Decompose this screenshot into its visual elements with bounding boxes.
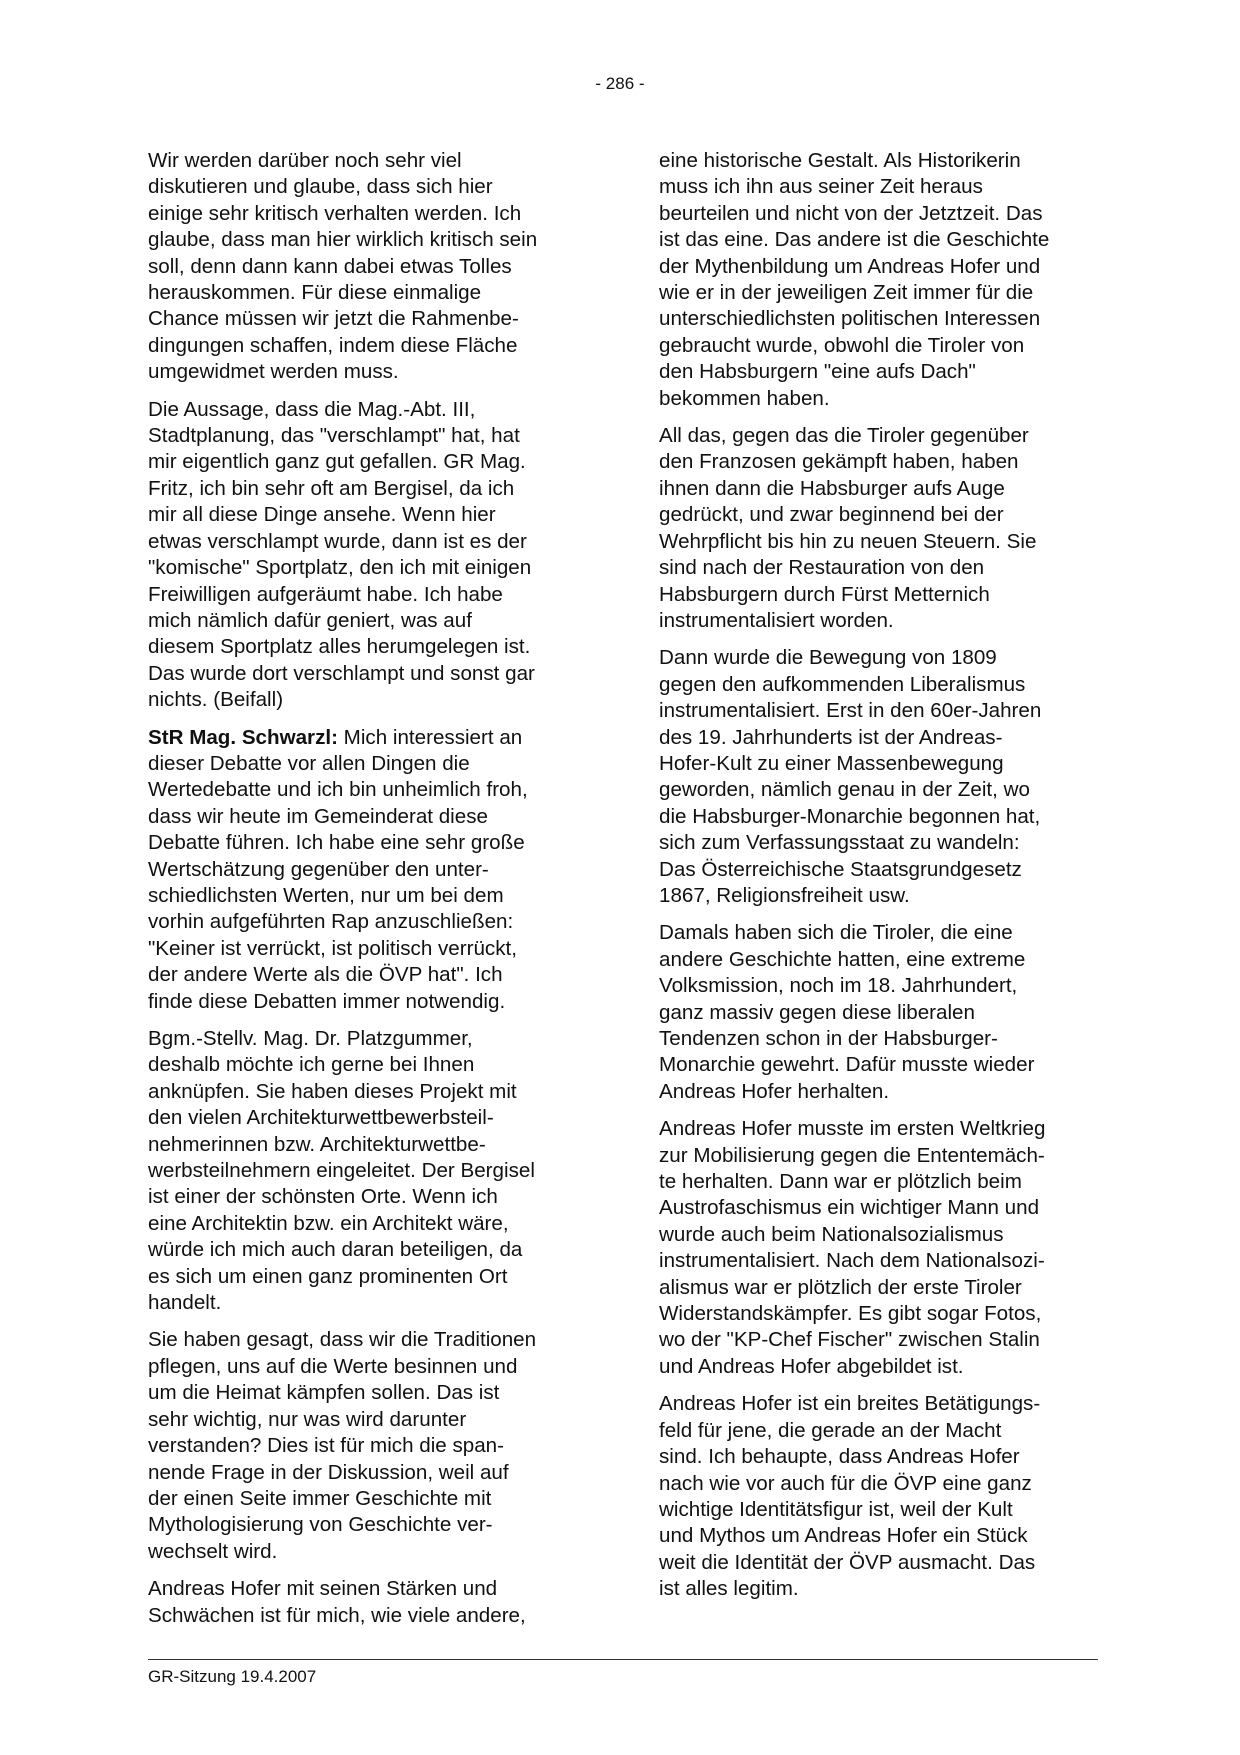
text-line: Das Österreichische Staatsgrundgesetz	[659, 857, 1022, 881]
text-line: zur Mobilisierung gegen die Ententemäch-	[659, 1143, 1045, 1167]
text-line: Hofer-Kult zu einer Massenbewegung	[659, 751, 1004, 775]
text-line: Stadtplanung, das "verschlampt" hat, hat	[148, 424, 520, 448]
text-line: schiedlichsten Werten, nur um bei dem	[148, 883, 504, 907]
text-line: nehmerinnen bzw. Architekturwettbe-	[148, 1132, 486, 1156]
text-line: Tendenzen schon in der Habsburger-	[659, 1027, 998, 1050]
text-line: gebraucht wurde, obwohl die Tiroler von	[659, 333, 1025, 357]
text-line: eine historische Gestalt. Als Historikerin	[659, 149, 1021, 172]
text-line: instrumentalisiert worden.	[659, 608, 894, 632]
text-line: Habsburgern durch Fürst Metternich	[659, 582, 990, 606]
text-line: ist einer der schönsten Orte. Wenn ich	[148, 1185, 498, 1209]
text-line: der einen Seite immer Geschichte mit	[148, 1486, 492, 1510]
footer-session-date: GR-Sitzung 19.4.2007	[148, 1667, 317, 1686]
text-line: Widerstandskämpfer. Es gibt sogar Fotos,	[659, 1302, 1042, 1326]
text-line: Das wurde dort verschlampt und sonst gar	[148, 661, 535, 685]
text-line: nach wie vor auch für die ÖVP eine ganz	[659, 1471, 1032, 1495]
text-line: wurde auch beim Nationalsozialismus	[659, 1222, 1004, 1246]
text-line: wo der "KP-Chef Fischer" zwischen Stalin	[659, 1328, 1040, 1352]
text-line: einige sehr kritisch verhalten werden. Ich	[148, 201, 522, 225]
text-line: ganz massiv gegen diese liberalen	[659, 1000, 975, 1024]
paragraph	[148, 1327, 592, 1565]
text-line: verstanden? Dies ist für mich die span-	[148, 1434, 504, 1458]
text-line: weit die Identität der ÖVP ausmacht. Das	[659, 1550, 1036, 1574]
text-line: handelt.	[148, 1291, 222, 1315]
text-line: sehr wichtig, nur was wird darunter	[148, 1407, 467, 1431]
text-line: wechselt wird.	[148, 1539, 278, 1563]
text-line: Wertedebatte und ich bin unheimlich froh,	[148, 778, 528, 802]
paragraph	[148, 148, 592, 386]
text-line: alismus war er plötzlich der erste Tiroler	[659, 1275, 1022, 1299]
paragraph	[659, 645, 1103, 909]
text-line: nichts. (Beifall)	[148, 688, 284, 712]
text-line: der Mythenbildung um Andreas Hofer und	[659, 254, 1041, 278]
text-line: feld für jene, die gerade an der Macht	[659, 1418, 1002, 1442]
text-line: Mythologisierung von Geschichte ver-	[148, 1513, 493, 1537]
footer-divider	[148, 1659, 1098, 1660]
text-line: sich zum Verfassungsstaat zu wandeln:	[659, 831, 1020, 855]
text-line: wichtige Identitätsfigur ist, weil der Kult	[659, 1497, 1013, 1521]
text-line: "Keiner ist verrückt, ist politisch verrückt,	[148, 936, 517, 960]
text-line: dass wir heute im Gemeinderat diese	[148, 804, 488, 828]
text-line: mich nämlich dafür geniert, was auf	[148, 608, 472, 632]
text-line: werbsteilnehmern eingeleitet. Der Bergisel	[148, 1159, 535, 1183]
text-line: Andreas Hofer ist ein breites Betätigungs-	[659, 1392, 1041, 1416]
text-line: deshalb möchte ich gerne bei Ihnen	[148, 1053, 475, 1077]
paragraph	[659, 148, 1103, 412]
text-line: eine Architektin bzw. ein Architekt wäre,	[148, 1211, 509, 1235]
text-line: den Franzosen gekämpft haben, haben	[659, 450, 1019, 474]
text-line: Andreas Hofer herhalten.	[659, 1079, 890, 1103]
text-line: der andere Werte als die ÖVP hat". Ich	[148, 963, 503, 987]
text-line: soll, denn dann kann dabei etwas Tolles	[148, 254, 512, 278]
text-line: mir all diese Dinge ansehe. Wenn hier	[148, 503, 496, 527]
text-line: finde diese Debatten immer notwendig.	[148, 989, 506, 1013]
text-line: herauskommen. Für diese einmalige	[148, 281, 482, 305]
text-line: diesem Sportplatz alles herumgelegen ist.	[148, 635, 531, 659]
page-number: - 286 -	[595, 74, 645, 93]
text-line: 1867, Religionsfreiheit usw.	[659, 883, 910, 907]
text-line: um die Heimat kämpfen sollen. Das ist	[148, 1381, 500, 1405]
text-line: Bgm.-Stellv. Mag. Dr. Platzgummer,	[148, 1027, 473, 1050]
text-line: geworden, nämlich genau in der Zeit, wo	[659, 778, 1030, 802]
text-line: instrumentalisiert. Erst in den 60er-Jahren	[659, 699, 1042, 723]
text-line: Austrofaschismus ein wichtiger Mann und	[659, 1196, 1040, 1220]
paragraph	[659, 1116, 1103, 1380]
text-line: und Mythos um Andreas Hofer ein Stück	[659, 1524, 1028, 1548]
text-line: gegen den aufkommenden Liberalismus	[659, 672, 1026, 696]
text-line: Die Aussage, dass die Mag.-Abt. III,	[148, 397, 476, 421]
paragraph	[659, 920, 1103, 1105]
paragraph	[148, 1026, 592, 1316]
text-line: dieser Debatte vor allen Dingen die	[148, 751, 470, 775]
text-line: nende Frage in der Diskussion, weil auf	[148, 1460, 509, 1484]
right-column	[659, 148, 1103, 1614]
text-line: es sich um einen ganz prominenten Ort	[148, 1264, 508, 1288]
text-line: beurteilen und nicht von der Jetztzeit. Das	[659, 201, 1043, 225]
text-line: andere Geschichte hatten, eine extreme	[659, 947, 1026, 971]
text-line: und Andreas Hofer abgebildet ist.	[659, 1354, 964, 1378]
text-line: umgewidmet werden muss.	[148, 360, 399, 384]
text-line: diskutieren und glaube, dass sich hier	[148, 175, 493, 199]
text-line: Dann wurde die Bewegung von 1809	[659, 646, 997, 670]
text-line	[148, 725, 592, 751]
text-line: instrumentalisiert. Nach dem Nationalsozi-	[659, 1249, 1045, 1273]
text-line: des 19. Jahrhunderts ist der Andreas-	[659, 725, 1003, 749]
paragraph	[148, 725, 592, 1015]
text-line: Volksmission, noch im 18. Jahrhundert,	[659, 974, 1018, 998]
text-line: den vielen Architekturwettbewerbsteil-	[148, 1106, 494, 1130]
left-column	[148, 148, 592, 1640]
text-line: glaube, dass man hier wirklich kritisch sein	[148, 228, 538, 252]
text-line: ihnen dann die Habsburger aufs Auge	[659, 476, 1005, 500]
text-line: unterschiedlichsten politischen Interessen	[659, 307, 1041, 331]
text-line: Chance müssen wir jetzt die Rahmenbe-	[148, 307, 519, 331]
text-line: pflegen, uns auf die Werte besinnen und	[148, 1354, 518, 1378]
text-line: vorhin aufgeführten Rap anzuschließen:	[148, 910, 514, 934]
text-line: "komische" Sportplatz, den ich mit einigen	[148, 556, 532, 580]
text-line: gedrückt, und zwar beginnend bei der	[659, 503, 1004, 527]
text-line: Monarchie gewehrt. Dafür musste wieder	[659, 1053, 1035, 1077]
paragraph	[148, 397, 592, 714]
text-line: bekommen haben.	[659, 386, 830, 410]
text-line: Fritz, ich bin sehr oft am Bergisel, da ich	[148, 476, 515, 500]
text-line: ist das eine. Das andere ist die Geschichte	[659, 228, 1050, 252]
text-line: anknüpfen. Sie haben dieses Projekt mit	[148, 1079, 517, 1103]
text-line: Wir werden darüber noch sehr viel	[148, 149, 462, 172]
text-line: Freiwilligen aufgeräumt habe. Ich habe	[148, 582, 503, 606]
text-line: sind nach der Restauration von den	[659, 556, 985, 580]
text-line: Wehrpflicht bis hin zu neuen Steuern. Sie	[659, 529, 1037, 553]
text-line: Schwächen ist für mich, wie viele andere,	[148, 1603, 526, 1627]
paragraph	[659, 1391, 1103, 1602]
text-line: Andreas Hofer mit seinen Stärken und	[148, 1577, 498, 1601]
text-line: te herhalten. Dann war er plötzlich beim	[659, 1170, 1022, 1194]
text-line: den Habsburgern "eine aufs Dach"	[659, 360, 976, 384]
text-line: Damals haben sich die Tiroler, die eine	[659, 921, 1013, 945]
text-line: mir eigentlich ganz gut gefallen. GR Mag.	[148, 450, 526, 474]
text-line: würde ich mich auch daran beteiligen, da	[148, 1238, 523, 1262]
text-line: dingungen schaffen, indem diese Fläche	[148, 333, 518, 357]
text-line: Sie haben gesagt, dass wir die Traditionen	[148, 1328, 537, 1352]
paragraph	[659, 423, 1103, 634]
text-line: sind. Ich behaupte, dass Andreas Hofer	[659, 1445, 1020, 1469]
text-line: Debatte führen. Ich habe eine sehr große	[148, 831, 525, 855]
paragraph	[148, 1576, 592, 1629]
text-line: etwas verschlampt wurde, dann ist es der	[148, 529, 527, 553]
text-line: muss ich ihn aus seiner Zeit heraus	[659, 175, 983, 199]
text-line: Andreas Hofer musste im ersten Weltkrieg	[659, 1117, 1046, 1141]
speech-text: Mich interessiert an	[337, 725, 523, 749]
text-line: ist alles legitim.	[659, 1577, 799, 1601]
text-line: die Habsburger-Monarchie begonnen hat,	[659, 804, 1041, 828]
text-line: Wertschätzung gegenüber den unter-	[148, 857, 489, 881]
text-line: wie er in der jeweiligen Zeit immer für die	[659, 281, 1034, 305]
text-line: All das, gegen das die Tiroler gegenüber	[659, 424, 1029, 448]
speaker-name: StR Mag. Schwarzl:	[148, 725, 338, 749]
